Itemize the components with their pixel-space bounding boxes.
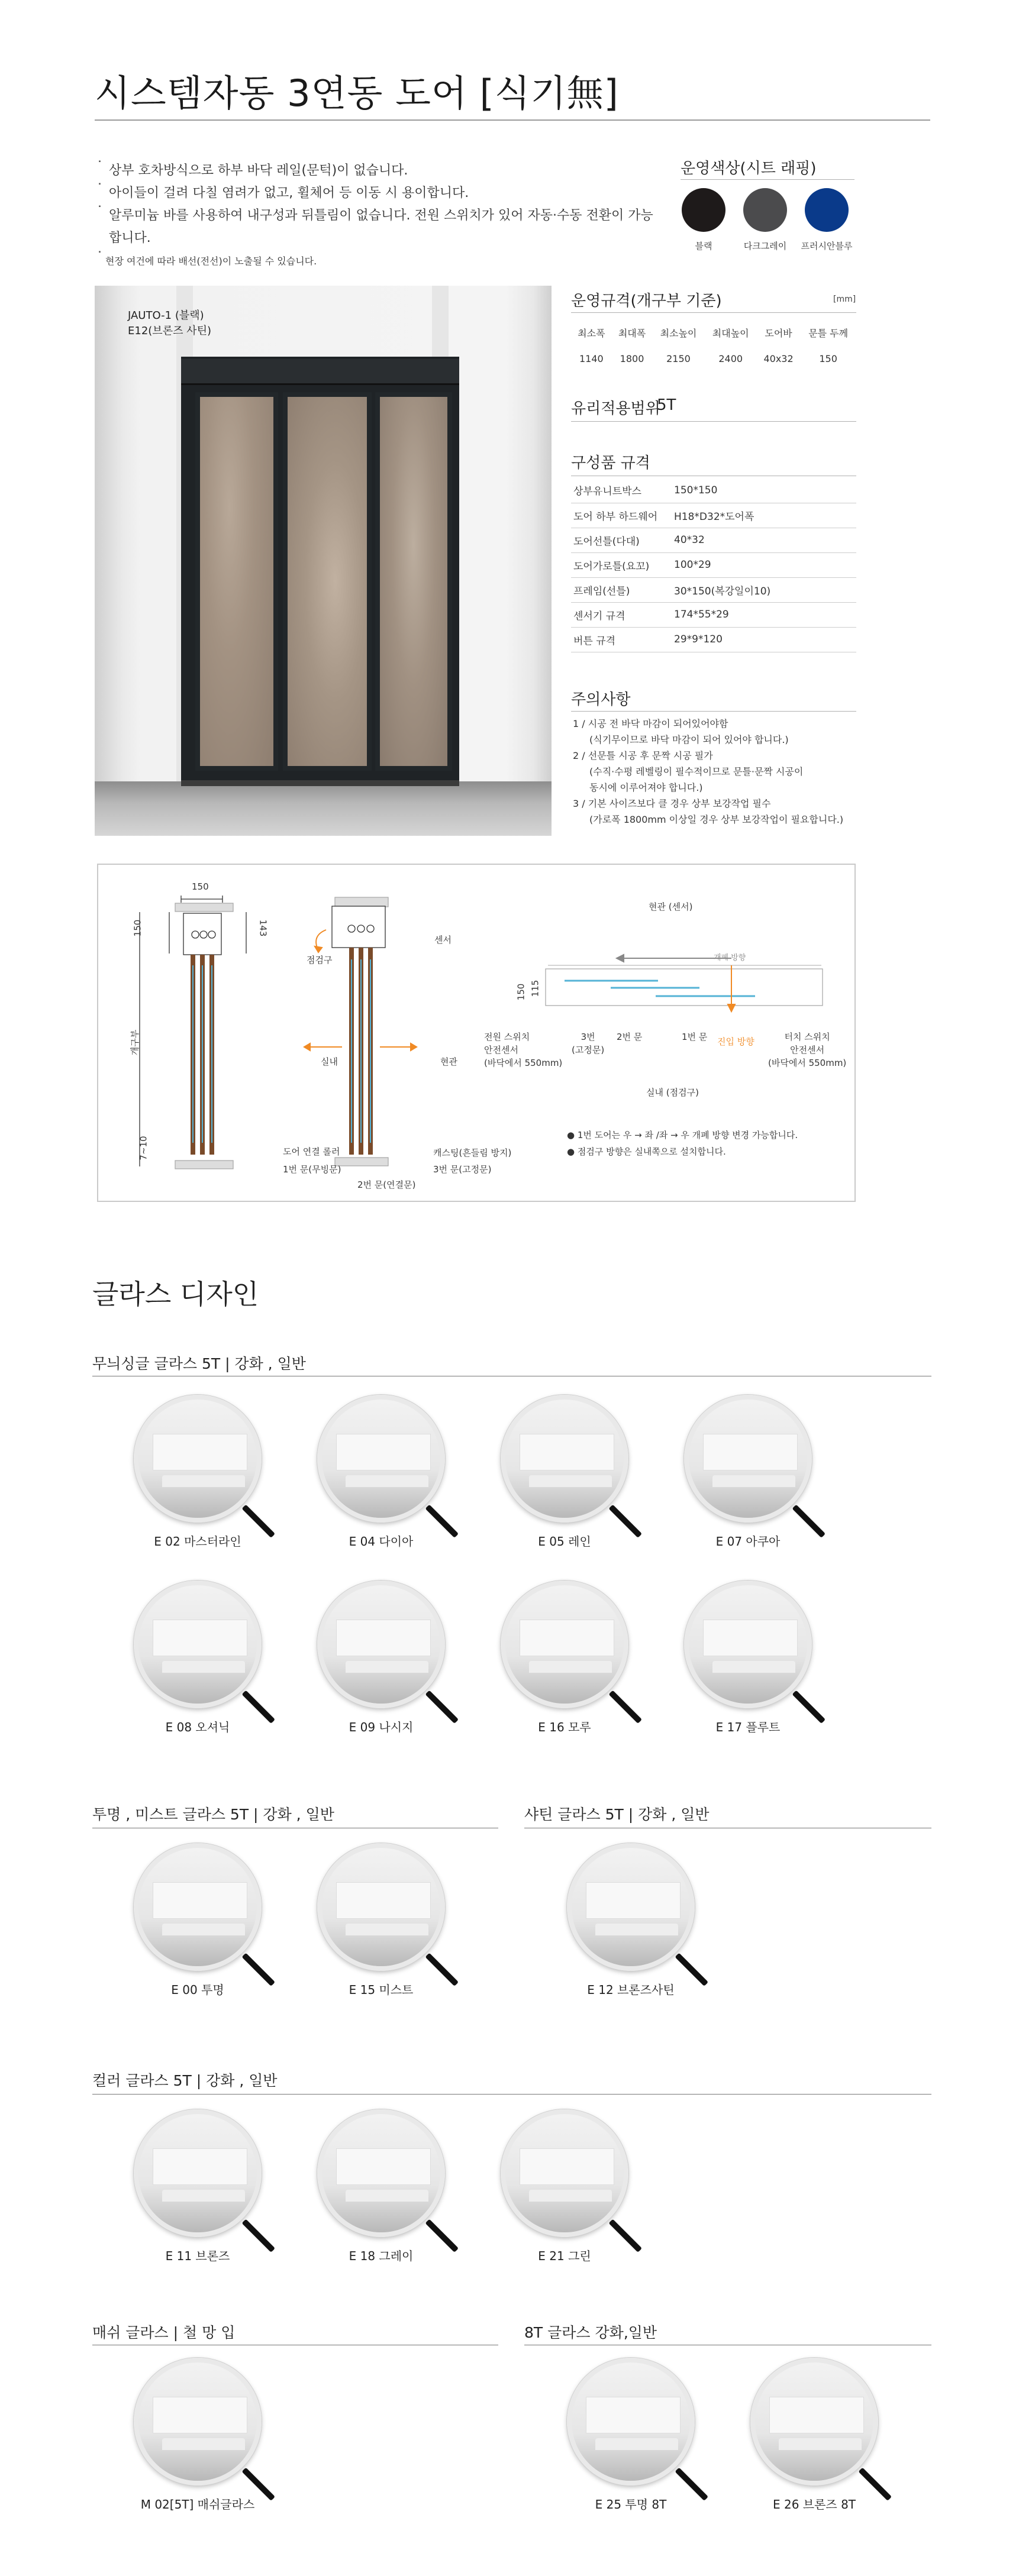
plan-label: 현관 (센서) bbox=[649, 901, 693, 912]
component-row bbox=[571, 528, 856, 552]
door-panel bbox=[195, 392, 278, 771]
plan-dim: 150 bbox=[515, 983, 527, 1001]
color-swatch-black[interactable] bbox=[682, 188, 725, 232]
glass-name: E 08 오셔닉 bbox=[165, 1720, 230, 1734]
door-panel bbox=[283, 392, 372, 771]
glass-name: E 05 레인 bbox=[538, 1534, 591, 1549]
spec-value: 1140 bbox=[579, 353, 604, 364]
component-row bbox=[571, 478, 856, 503]
glass-name: E 26 브론즈 8T bbox=[772, 2497, 856, 2512]
spec-unit: [mm] bbox=[833, 295, 856, 304]
magnifier-lens bbox=[317, 2109, 445, 2237]
plan-label: 1번 문 bbox=[682, 1032, 708, 1042]
diagram-label: 현관 bbox=[440, 1056, 457, 1067]
component-size: 40*32 bbox=[672, 528, 856, 552]
glass-swatch[interactable] bbox=[317, 1843, 465, 1985]
diagram-label: 실내 bbox=[321, 1056, 338, 1067]
diagram-label: 캐스팅(흔들림 방지) bbox=[433, 1148, 512, 1158]
component-name: 도어 하부 하드웨어 bbox=[571, 503, 672, 528]
dim-label: 150 bbox=[192, 881, 209, 892]
component-row bbox=[571, 577, 856, 602]
feature-item: ˙ 알루미늄 바를 사용하여 내구성과 뒤틀림이 없습니다. 전원 스위치가 있어 자동·수동 전환이 가능합니다. bbox=[96, 205, 664, 250]
divider bbox=[681, 179, 854, 180]
plan-label-line: 안전센서 bbox=[484, 1045, 518, 1055]
diagram-label: 3번 문(고정문) bbox=[433, 1164, 492, 1175]
spec-header: 최대높이 bbox=[712, 327, 749, 339]
diagram-label: 점검구 bbox=[307, 955, 333, 965]
component-name: 도어가로틀(요꼬) bbox=[571, 552, 672, 577]
glass-name: E 04 다이아 bbox=[349, 1534, 414, 1549]
glass-swatch[interactable] bbox=[501, 1580, 649, 1722]
plan-label-line: (바닥에서 550mm) bbox=[484, 1058, 563, 1068]
diagram-label: 도어 연결 롤러 bbox=[283, 1146, 340, 1157]
note-line: 3 / 기본 사이즈보다 클 경우 상부 보강작업 필수 bbox=[573, 798, 771, 809]
spec-value: 150 bbox=[819, 353, 837, 364]
magnifier-lens bbox=[317, 1843, 445, 1971]
magnifier-lens bbox=[684, 1395, 812, 1523]
glass-name: E 11 브론즈 bbox=[165, 2249, 230, 2263]
diagram-note: ● 1번 도어는 우 → 좌 /좌 → 우 개폐 방향 변경 가능합니다. bbox=[567, 1130, 798, 1140]
glass-range-label: 유리적용범위 bbox=[571, 400, 660, 418]
color-options-title: 운영색상(시트 래핑) bbox=[681, 160, 817, 177]
diagram-label: 2번 문(연결문) bbox=[357, 1179, 416, 1190]
magnifier-lens bbox=[684, 1580, 812, 1708]
plan-label-line: (고정문) bbox=[572, 1045, 605, 1055]
glass-swatch[interactable] bbox=[134, 1395, 282, 1537]
plan-label-line: 터치 스위치 bbox=[784, 1032, 830, 1042]
component-row bbox=[571, 503, 856, 528]
plan-label bbox=[572, 1030, 604, 1056]
glass-name: E 18 그레이 bbox=[349, 2249, 414, 2263]
spec-header: 문틀 두께 bbox=[808, 327, 849, 339]
glass-category-title: 투명 , 미스트 글라스 5T | 강화 , 일반 bbox=[92, 1806, 334, 1823]
glass-name: E 21 그린 bbox=[538, 2249, 591, 2263]
component-size: 29*9*120 bbox=[672, 627, 856, 652]
plan-label bbox=[768, 1030, 846, 1069]
door-panel bbox=[375, 392, 452, 771]
divider bbox=[571, 312, 856, 313]
magnifier-lens bbox=[134, 2109, 262, 2237]
spec-table bbox=[571, 319, 856, 371]
plan-label-line: 안전센서 bbox=[790, 1045, 825, 1055]
diagram-label: 1번 문(무빙문) bbox=[283, 1164, 341, 1175]
magnifier-lens bbox=[750, 2358, 878, 2485]
glass-name: E 25 투명 8T bbox=[595, 2497, 667, 2512]
note-line: (수직·수평 레벨링이 필수적이므로 문틀·문짝 시공이 bbox=[589, 766, 804, 777]
glass-category-title: 8T 글라스 강화,일반 bbox=[524, 2324, 657, 2341]
magnifier-lens bbox=[134, 1580, 262, 1708]
spec-header: 최소높이 bbox=[660, 327, 697, 339]
plan-label: 진입 방향 bbox=[717, 1036, 754, 1047]
component-size: 150*150 bbox=[672, 478, 856, 503]
product-photo bbox=[95, 286, 552, 836]
notes-list bbox=[573, 716, 881, 828]
glass-category-title: 무늬싱글 글라스 5T | 강화 , 일반 bbox=[92, 1355, 306, 1372]
magnifier-lens bbox=[501, 1395, 628, 1523]
glass-name: E 02 마스터라인 bbox=[154, 1534, 241, 1549]
magnifier-lens bbox=[501, 1580, 628, 1708]
title-divider bbox=[95, 119, 930, 121]
glass-swatch[interactable] bbox=[317, 1395, 465, 1537]
glass-swatch[interactable] bbox=[684, 1580, 832, 1722]
color-label: 다크그레이 bbox=[743, 241, 787, 251]
spec-value: 2400 bbox=[718, 353, 743, 364]
divider bbox=[571, 711, 856, 712]
glass-range-value: 5T bbox=[657, 396, 676, 414]
plan-label: 개폐 방향 bbox=[714, 954, 746, 962]
spec-header: 최대폭 bbox=[618, 327, 646, 339]
spec-header: 도어바 bbox=[765, 327, 792, 339]
divider bbox=[92, 2094, 931, 2095]
glass-swatch[interactable] bbox=[567, 1843, 715, 1985]
component-row bbox=[571, 552, 856, 577]
note-line: (식기무이므로 바닥 마감이 되어 있어야 합니다.) bbox=[589, 734, 789, 745]
note-line: 동시에 이루어져야 합니다.) bbox=[589, 782, 703, 793]
spec-header: 최소폭 bbox=[578, 327, 605, 339]
note-line: (가로폭 1800mm 이상일 경우 상부 보강작업이 필요합니다.) bbox=[589, 814, 844, 825]
notes-title: 주의사항 bbox=[571, 691, 631, 709]
diagram-label: 센서 bbox=[434, 935, 452, 945]
components-table bbox=[571, 478, 856, 652]
glass-swatch[interactable] bbox=[684, 1395, 832, 1537]
glass-swatch[interactable] bbox=[317, 1580, 465, 1722]
component-name: 상부유니트박스 bbox=[571, 478, 672, 503]
glass-swatch[interactable] bbox=[750, 2358, 898, 2500]
feature-item: ˙ 아이들이 걸려 다칠 염려가 없고, 휠체어 등 이동 시 용이합니다. bbox=[96, 182, 664, 205]
magnifier-lens bbox=[501, 2109, 628, 2237]
color-swatch-darkgray[interactable] bbox=[743, 188, 787, 232]
component-row bbox=[571, 627, 856, 652]
dim-label: 7~10 bbox=[138, 1136, 149, 1161]
component-name: 센서기 규격 bbox=[571, 602, 672, 627]
component-name: 도어선틀(다대) bbox=[571, 528, 672, 552]
feature-note: ˙ 현장 여건에 따라 배선(전선)이 노출될 수 있습니다. bbox=[96, 252, 664, 271]
glass-swatch[interactable] bbox=[134, 2358, 282, 2500]
glass-name: E 15 미스트 bbox=[349, 1983, 414, 1997]
component-size: H18*D32*도어폭 bbox=[672, 503, 856, 528]
magnifier-lens bbox=[134, 2358, 262, 2485]
plan-dim: 115 bbox=[530, 980, 541, 997]
plan-label-line: 3번 bbox=[581, 1032, 595, 1042]
glass-swatch[interactable] bbox=[501, 2109, 649, 2251]
plan-label: 실내 (점검구) bbox=[646, 1087, 699, 1098]
components-title: 구성품 규격 bbox=[571, 454, 650, 472]
glass-name: E 00 투명 bbox=[171, 1983, 224, 1997]
installation-diagram bbox=[97, 864, 856, 1202]
glass-swatch[interactable] bbox=[134, 1580, 282, 1722]
glass-name: E 09 나시지 bbox=[349, 1720, 414, 1734]
component-size: 174*55*29 bbox=[672, 602, 856, 627]
note-line: 1 / 시공 전 바닥 마감이 되어있어야함 bbox=[573, 718, 728, 729]
glass-category-title: 컬러 글라스 5T | 강화 , 일반 bbox=[92, 2072, 278, 2089]
glass-name: E 16 모루 bbox=[538, 1720, 591, 1734]
photo-label: JAUTO-1 (블랙) bbox=[128, 309, 204, 322]
dim-label: 150 bbox=[132, 919, 143, 937]
magnifier-lens bbox=[317, 1580, 445, 1708]
spec-value: 1800 bbox=[620, 353, 644, 364]
page-title: 시스템자동 3연동 도어 [식기無] bbox=[95, 72, 619, 115]
color-label: 블랙 bbox=[695, 241, 712, 251]
component-size: 100*29 bbox=[672, 552, 856, 577]
component-row bbox=[571, 602, 856, 627]
glass-category-title: 샤틴 글라스 5T | 강화 , 일반 bbox=[524, 1806, 710, 1823]
component-size: 30*150(복강일이10) bbox=[672, 577, 856, 602]
component-name: 버튼 규격 bbox=[571, 627, 672, 652]
glass-design-title: 글라스 디자인 bbox=[92, 1278, 259, 1310]
note-line: 2 / 선문틀 시공 후 문짝 시공 필가 bbox=[573, 750, 713, 761]
glass-name: M 02[5T] 매쉬글라스 bbox=[140, 2497, 255, 2512]
spec-value: 2150 bbox=[666, 353, 691, 364]
magnifier-lens bbox=[567, 1843, 695, 1971]
glass-swatch[interactable] bbox=[134, 1843, 282, 1985]
glass-swatch[interactable] bbox=[134, 2109, 282, 2251]
plan-label-line: (바닥에서 550mm) bbox=[768, 1058, 847, 1068]
color-label: 프러시안블루 bbox=[801, 241, 853, 251]
diagram-note: ● 점검구 방향은 실내쪽으로 설치합니다. bbox=[567, 1146, 726, 1157]
magnifier-lens bbox=[134, 1395, 262, 1523]
glass-name: E 12 브론즈사틴 bbox=[587, 1983, 675, 1997]
component-name: 프레임(선틀) bbox=[571, 577, 672, 602]
photo-label: E12(브론즈 사틴) bbox=[128, 325, 211, 337]
magnifier-lens bbox=[134, 1843, 262, 1971]
plan-label-line: 전원 스위치 bbox=[484, 1032, 530, 1042]
dim-label: 개구부 bbox=[130, 1029, 141, 1056]
plan-label bbox=[484, 1030, 562, 1069]
glass-name: E 17 플루트 bbox=[715, 1720, 781, 1734]
glass-category-title: 매쉬 글라스 | 철 망 입 bbox=[92, 2324, 236, 2341]
glass-name: E 07 아쿠아 bbox=[715, 1534, 781, 1549]
glass-swatch[interactable] bbox=[567, 2358, 715, 2500]
magnifier-lens bbox=[567, 2358, 695, 2485]
color-swatch-prussian-blue[interactable] bbox=[805, 188, 849, 232]
dim-label: 143 bbox=[257, 919, 269, 937]
magnifier-lens bbox=[317, 1395, 445, 1523]
divider bbox=[571, 421, 856, 422]
spec-title: 운영규격(개구부 기준) bbox=[571, 292, 722, 310]
feature-list bbox=[96, 160, 664, 271]
plan-label: 2번 문 bbox=[617, 1032, 643, 1042]
spec-value: 40x32 bbox=[763, 353, 794, 364]
glass-swatch[interactable] bbox=[317, 2109, 465, 2251]
feature-item: ˙ 상부 호차방식으로 하부 바닥 레일(문턱)이 없습니다. bbox=[96, 160, 664, 182]
glass-swatch[interactable] bbox=[501, 1395, 649, 1537]
